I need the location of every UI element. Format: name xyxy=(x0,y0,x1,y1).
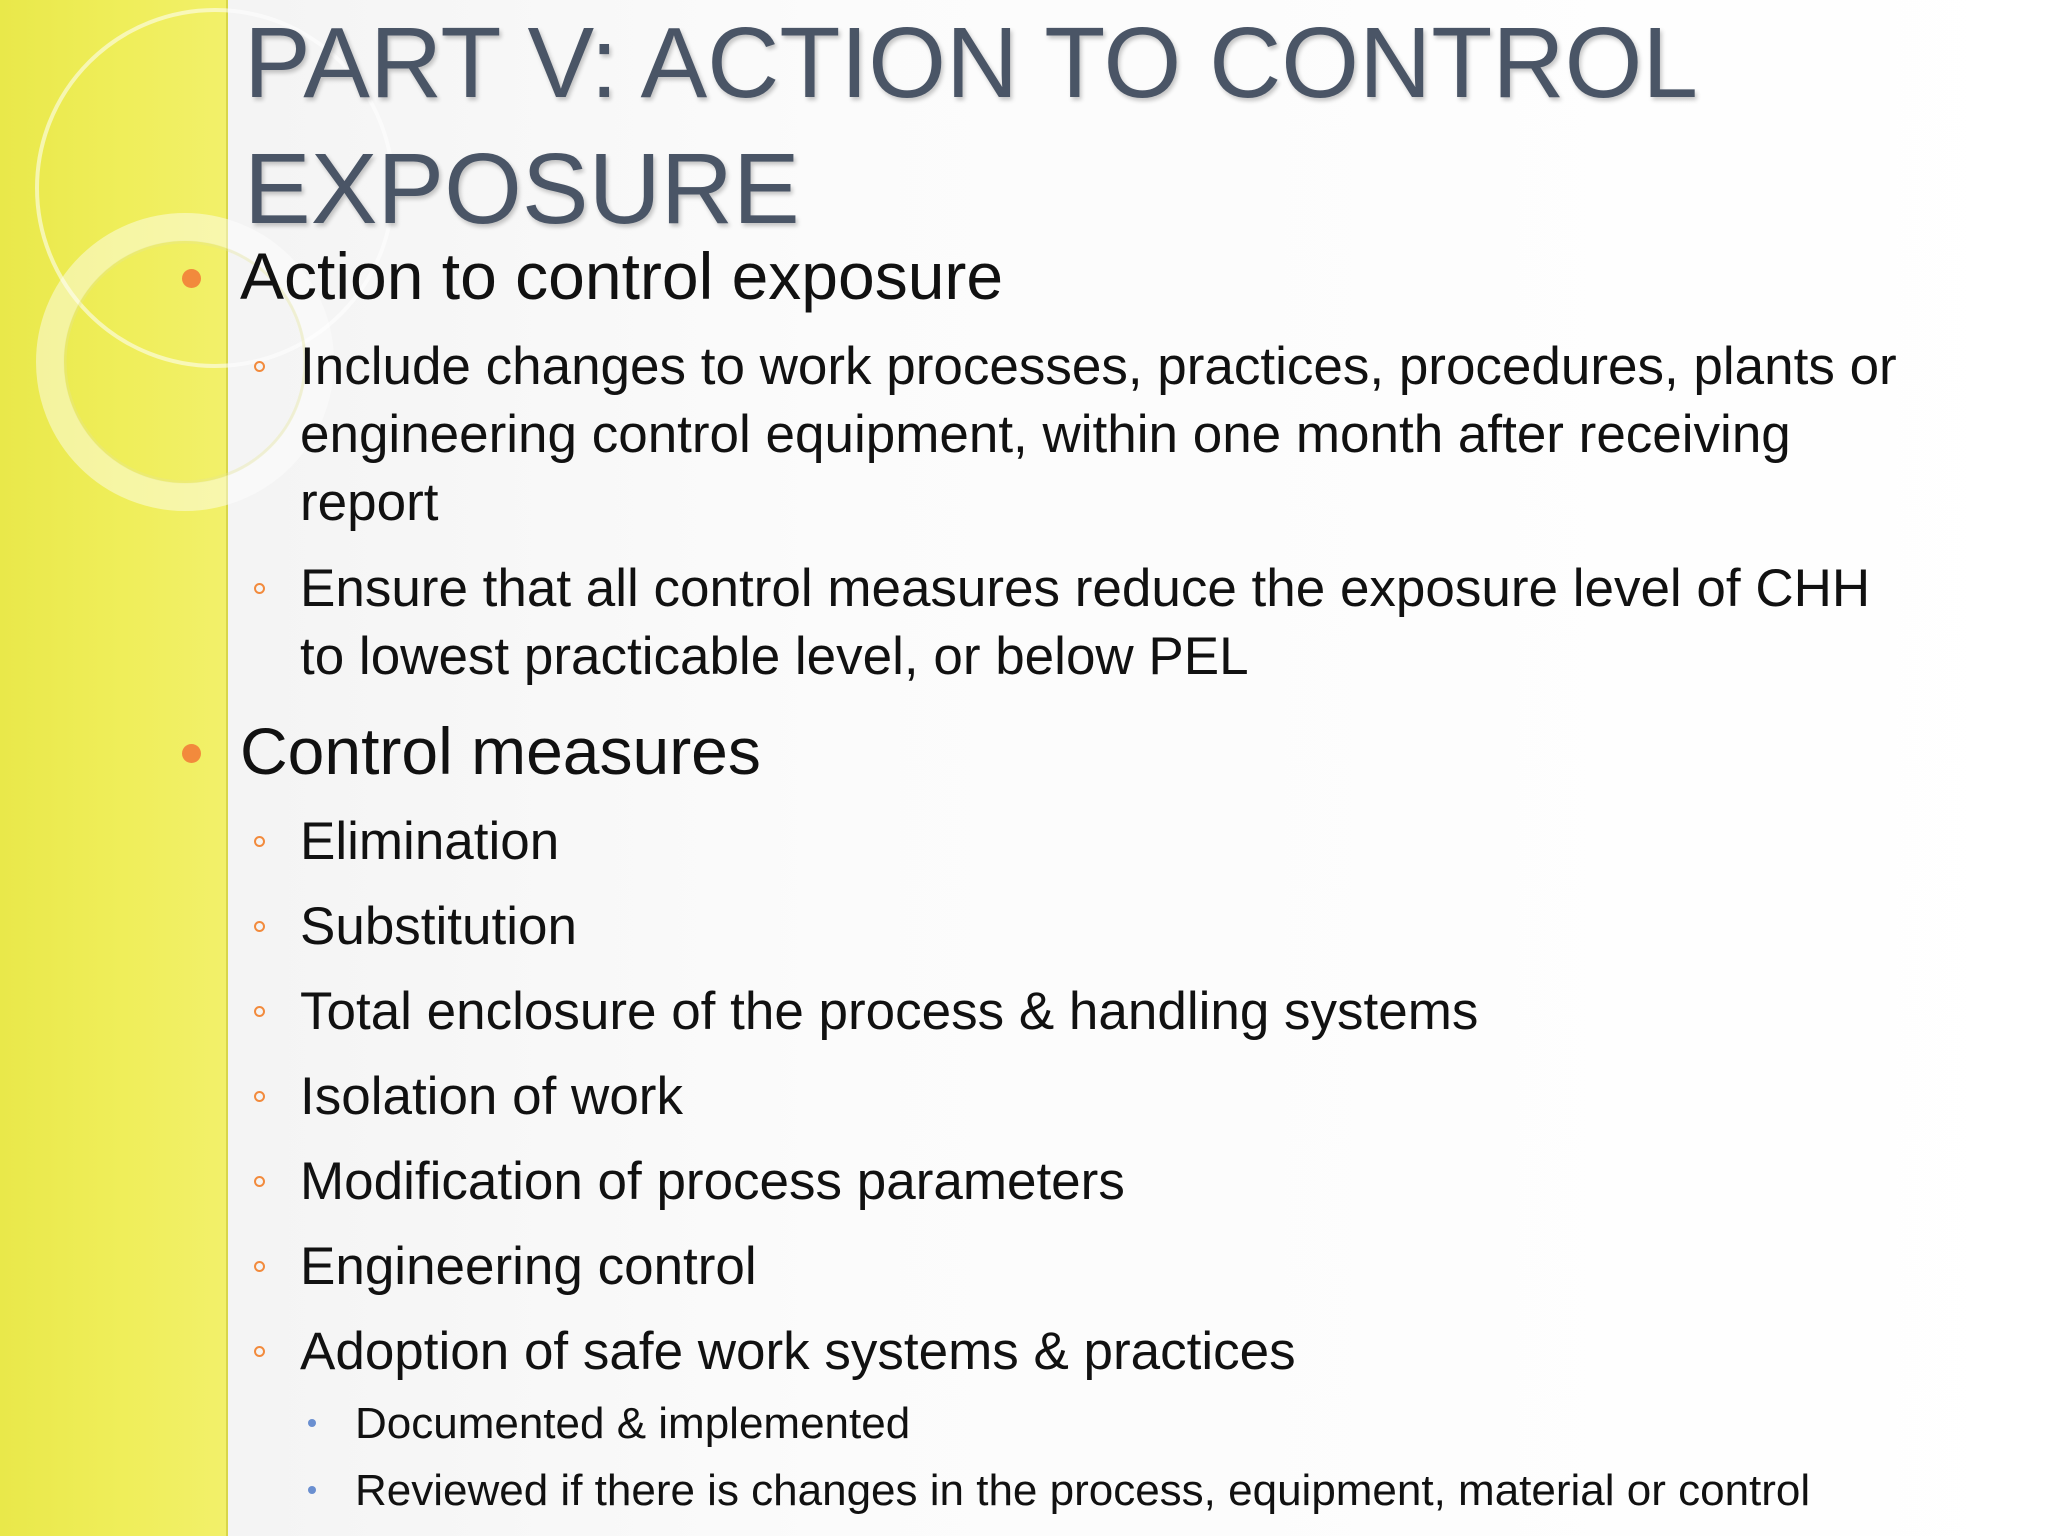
bullet-include-changes xyxy=(300,333,2020,537)
hollow-circle-bullet-icon xyxy=(254,361,265,372)
slide-title-line-1: PART V: ACTION TO CONTROL xyxy=(244,7,1699,119)
hollow-circle-bullet-icon xyxy=(254,583,265,594)
filled-circle-bullet-icon xyxy=(182,744,201,763)
small-dot-bullet-icon xyxy=(308,1486,316,1494)
bullet-include-changes-line-1: Include changes to work processes, practices, procedures, plants or xyxy=(300,337,1897,396)
bullet-include-changes-line-3: report xyxy=(300,473,439,532)
bullet-elimination: Elimination xyxy=(300,812,560,871)
subbullet-reviewed: Reviewed if there is changes in the process, equipment, material or control xyxy=(355,1466,1811,1515)
hollow-circle-bullet-icon xyxy=(254,1346,265,1357)
bullet-total-enclosure: Total enclosure of the process & handling systems xyxy=(300,982,1479,1041)
bullet-include-changes-line-2: engineering control equipment, within one month after receiving xyxy=(300,405,1791,464)
section-heading-control-measures: Control measures xyxy=(240,714,761,788)
section-heading-action: Action to control exposure xyxy=(240,239,1004,313)
small-dot-bullet-icon xyxy=(308,1419,316,1427)
hollow-circle-bullet-icon xyxy=(254,1006,265,1017)
bullet-engineering-control: Engineering control xyxy=(300,1237,757,1296)
bullet-safe-work-systems: Adoption of safe work systems & practices xyxy=(300,1322,1296,1381)
bullet-isolation: Isolation of work xyxy=(300,1067,683,1126)
bullet-ensure-measures-line-1: Ensure that all control measures reduce the exposure level of CHH xyxy=(300,559,1871,618)
bullet-modification: Modification of process parameters xyxy=(300,1152,1125,1211)
subbullet-documented: Documented & implemented xyxy=(355,1399,911,1448)
bullet-ensure-measures xyxy=(300,555,2020,691)
hollow-circle-bullet-icon xyxy=(254,836,265,847)
hollow-circle-bullet-icon xyxy=(254,921,265,932)
hollow-circle-bullet-icon xyxy=(254,1091,265,1102)
hollow-circle-bullet-icon xyxy=(254,1176,265,1187)
hollow-circle-bullet-icon xyxy=(254,1261,265,1272)
bullet-ensure-measures-line-2: to lowest practicable level, or below PEL xyxy=(300,627,1249,686)
filled-circle-bullet-icon xyxy=(182,269,201,288)
bullet-substitution: Substitution xyxy=(300,897,577,956)
slide-title-line-2: EXPOSURE xyxy=(244,133,800,245)
